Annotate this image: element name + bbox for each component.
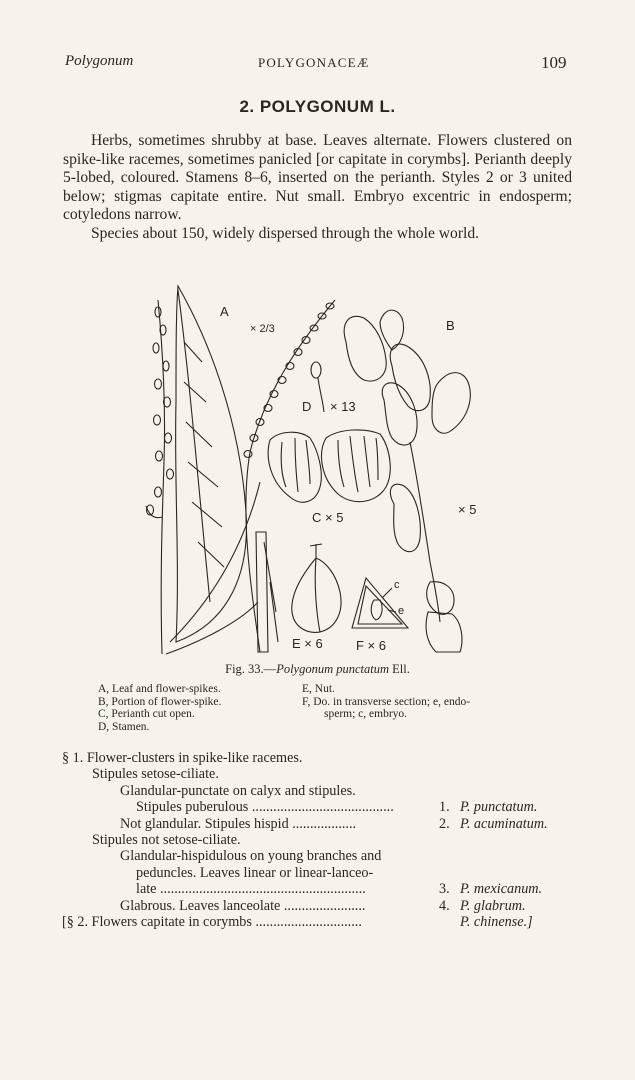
lanceolate-leaf: [166, 286, 260, 654]
key-text: Not glandular. Stipules hispid ..................: [120, 815, 357, 832]
key-line: [62, 881, 572, 897]
caption-author: Ell.: [389, 662, 410, 676]
key-line: [62, 816, 572, 832]
key-line: [62, 848, 572, 864]
label-F: F × 6: [356, 638, 386, 653]
perianth-cut-open: [268, 430, 390, 502]
key-text: Stipules not setose-ciliate.: [92, 831, 241, 848]
label-e-endosperm: e: [398, 605, 405, 617]
running-head-family: POLYGONACEÆ: [258, 55, 370, 70]
species-key: [62, 750, 572, 930]
genus-description: [63, 132, 572, 244]
figure-caption: [0, 662, 635, 677]
key-line: [62, 865, 572, 881]
key-line: [62, 783, 572, 799]
key-number: 4.: [439, 897, 450, 914]
species-count-paragraph: Species about 150, widely dispersed through the whole world.: [91, 224, 480, 242]
key-number: 1.: [439, 799, 450, 816]
legend-item: E, Nut.: [302, 683, 335, 695]
key-text: late ..........................................................: [136, 881, 366, 898]
label-c-embryo: c: [394, 579, 400, 591]
key-species: P. mexicanum.: [460, 881, 543, 898]
key-text: [§ 2. Flowers capitate in corymbs ..............................: [62, 913, 362, 930]
label-A-scale: × 2/3: [250, 323, 275, 335]
key-text: peduncles. Leaves linear or linear-lanceo-: [136, 864, 374, 881]
key-line: [62, 799, 572, 815]
nut-transverse-section: [352, 578, 408, 628]
legend-item: sperm; c, embryo.: [324, 708, 408, 720]
key-text: § 1. Flower-clusters in spike-like racemes.: [62, 750, 303, 766]
caption-prefix: Fig. 33.—: [225, 662, 277, 676]
key-line: [62, 898, 572, 914]
description-paragraph: Herbs, sometimes shrubby at base. Leaves alternate. Flowers clustered on spike-like racemes, sometimes panicled [or capitate in corymbs]. Perianth deeply 5-lobed, coloured. Stamens 8–6, inserted on the perianth. Styles 2 or 3 united below; stigmas capitate entire. Nut small. Embryo excentric in endosperm; cotyledons narrow.: [63, 132, 572, 224]
illustration-drawing: [140, 282, 500, 660]
caption-species: Polygonum punctatum: [276, 662, 390, 676]
legend-item: B, Portion of flower-spike.: [98, 695, 222, 708]
stamen-drawing: [311, 362, 324, 412]
label-D-scale: × 13: [330, 399, 356, 414]
key-species: P. punctatum.: [460, 799, 538, 816]
key-line: [62, 766, 572, 782]
flower-spike-left: [146, 300, 174, 654]
label-B-scale: × 5: [458, 502, 477, 517]
key-text: Glandular-punctate on calyx and stipules.: [120, 782, 356, 799]
key-number: 2.: [439, 815, 450, 832]
key-number: 3.: [439, 881, 450, 898]
key-line: [62, 750, 572, 766]
key-line: [62, 832, 572, 848]
label-E: E × 6: [292, 636, 323, 651]
key-species: P. glabrum.: [460, 897, 526, 914]
legend-item: A, Leaf and flower-spikes.: [98, 683, 221, 695]
legend-item: D, Stamen.: [98, 720, 150, 733]
nut-drawing: [292, 544, 341, 632]
key-text: Glandular-hispidulous on young branches and: [120, 848, 382, 865]
key-text: Stipules setose-ciliate.: [92, 766, 219, 783]
page-number: 109: [541, 53, 567, 72]
botanical-illustration: [140, 282, 500, 660]
label-A: A: [220, 304, 229, 319]
running-head-genus: Polygonum: [65, 53, 134, 69]
legend-item: F, Do. in transverse section; e, endo-: [302, 695, 471, 708]
key-line: [62, 914, 572, 930]
key-text: Glabrous. Leaves lanceolate .......................: [120, 897, 366, 914]
label-D: D: [302, 399, 312, 414]
figure-legend-left: [98, 683, 221, 733]
key-species: P. chinense.]: [460, 913, 533, 930]
figure-legend-right: [302, 683, 542, 721]
legend-item: C, Perianth cut open.: [98, 708, 195, 720]
section-title: 2. POLYGONUM L.: [239, 97, 396, 116]
label-B: B: [446, 318, 455, 333]
key-species: P. acuminatum.: [460, 815, 548, 832]
label-C: C × 5: [312, 510, 344, 525]
key-text: Stipules puberulous ........................................: [136, 799, 394, 816]
